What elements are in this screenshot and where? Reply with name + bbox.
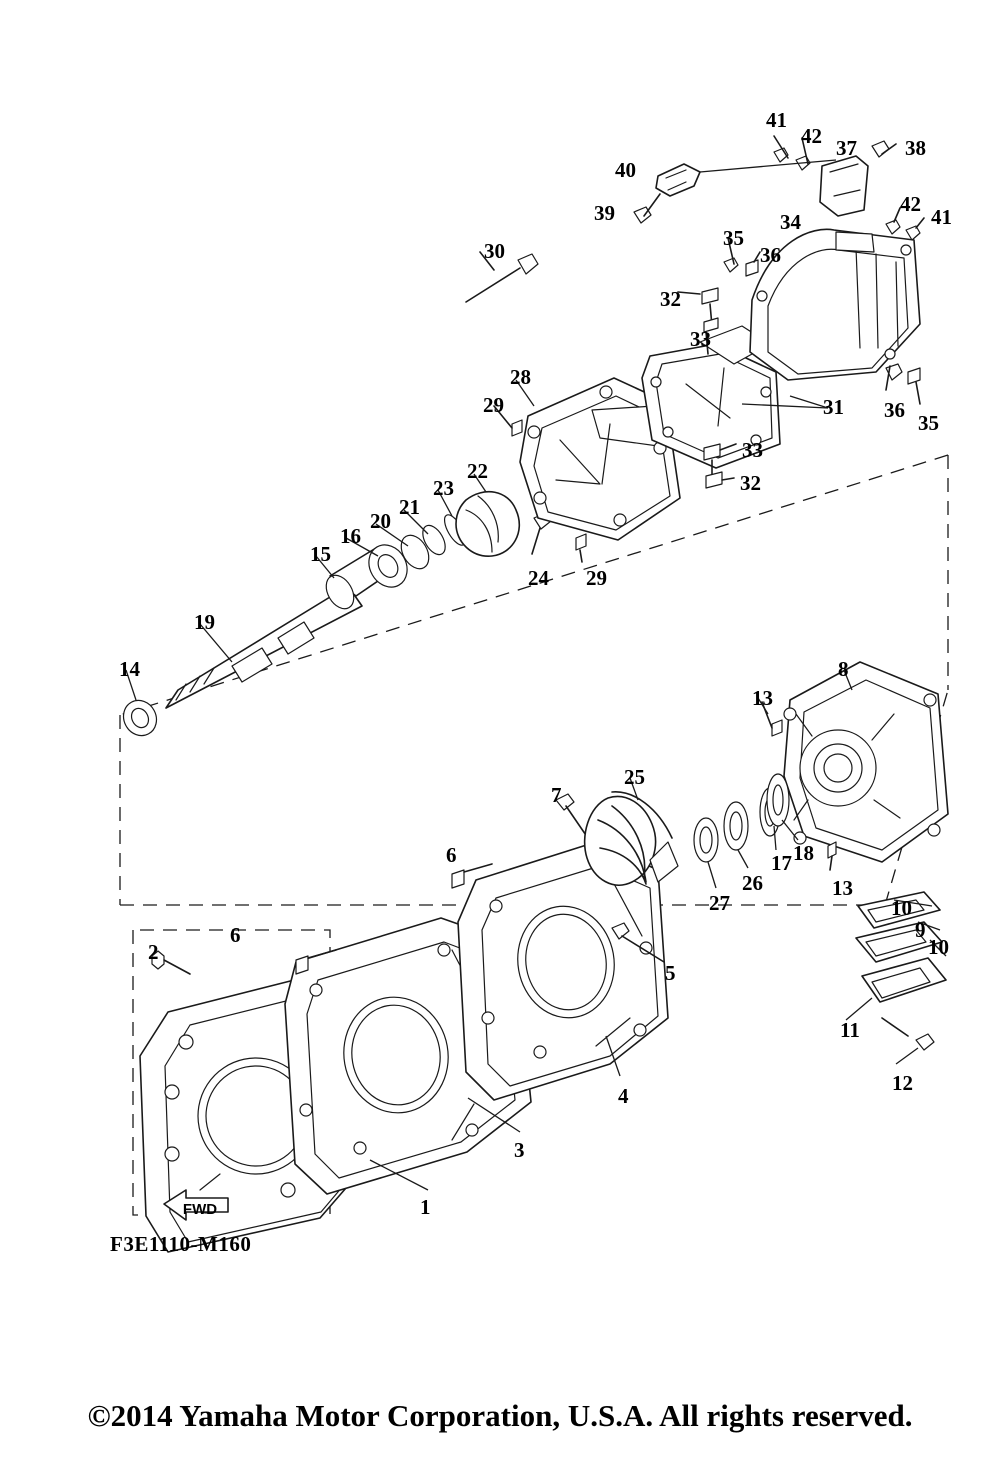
callout-number: 13 <box>752 686 773 710</box>
callout-number: 28 <box>510 365 531 389</box>
callout-number: 33 <box>742 438 763 462</box>
callout-number: 32 <box>660 287 681 311</box>
diagram-part-code: F3E1110-M160 <box>110 1232 252 1256</box>
callout-number: 25 <box>624 765 645 789</box>
callout-number: 31 <box>823 395 844 419</box>
callout-number: 15 <box>310 542 331 566</box>
part-25-impeller <box>585 792 678 885</box>
callout-number: 13 <box>832 876 853 900</box>
callout-number: 34 <box>780 210 801 234</box>
callout-number: 35 <box>723 226 744 250</box>
drive-shaft-assembly <box>117 492 551 742</box>
callout-number: 7 <box>551 783 562 807</box>
callout-number: 23 <box>433 476 454 500</box>
callout-number: 20 <box>370 509 391 533</box>
callout-number: 42 <box>801 124 822 148</box>
callout-number: 29 <box>586 566 607 590</box>
callout-number: 19 <box>194 610 215 634</box>
callout-number: 38 <box>905 136 926 160</box>
callout-number: 41 <box>766 108 787 132</box>
copyright-notice: ©2014 Yamaha Motor Corporation, U.S.A. All rights reserved. <box>87 1398 913 1433</box>
callout-number: 32 <box>740 471 761 495</box>
callout-number: 6 <box>230 923 241 947</box>
callout-number: 9 <box>915 918 926 942</box>
small-fasteners-top <box>634 136 924 240</box>
callout-number: 22 <box>467 459 488 483</box>
callout-number: 11 <box>840 1018 860 1042</box>
callout-number: 42 <box>900 192 921 216</box>
callout-number: 8 <box>838 657 849 681</box>
callout-number: 14 <box>119 657 140 681</box>
callout-number: 10 <box>891 896 912 920</box>
callout-number: 41 <box>931 205 952 229</box>
callout-number: 33 <box>690 327 711 351</box>
callout-number: 1 <box>420 1195 431 1219</box>
callout-number: 18 <box>793 841 814 865</box>
callout-number: 27 <box>709 891 730 915</box>
callout-number: 10 <box>928 935 949 959</box>
callout-number: 21 <box>399 495 420 519</box>
callout-number: 26 <box>742 871 763 895</box>
callout-number: 16 <box>340 524 361 548</box>
callout-number: 36 <box>760 243 781 267</box>
callout-number: 5 <box>665 961 676 985</box>
fwd-text: FWD <box>182 1200 218 1218</box>
callout-number: 4 <box>618 1084 629 1108</box>
callout-number: 6 <box>446 843 457 867</box>
callout-number: 40 <box>615 158 636 182</box>
part-8-pump-housing <box>784 662 948 865</box>
callout-number: 39 <box>594 201 615 225</box>
fwd-direction-label <box>163 1192 229 1226</box>
callout-number: 37 <box>836 136 857 160</box>
callout-number: 3 <box>514 1138 525 1162</box>
callout-number: 30 <box>484 239 505 263</box>
part-4-impeller-housing <box>458 842 668 1100</box>
callout-number: 12 <box>892 1071 913 1095</box>
callout-number: 29 <box>483 393 504 417</box>
callout-number: 2 <box>148 940 159 964</box>
callout-number: 17 <box>771 851 792 875</box>
callout-number: 24 <box>528 566 549 590</box>
callout-number: 36 <box>884 398 905 422</box>
callout-number: 35 <box>918 411 939 435</box>
parts-17-18-bearings <box>767 774 789 826</box>
